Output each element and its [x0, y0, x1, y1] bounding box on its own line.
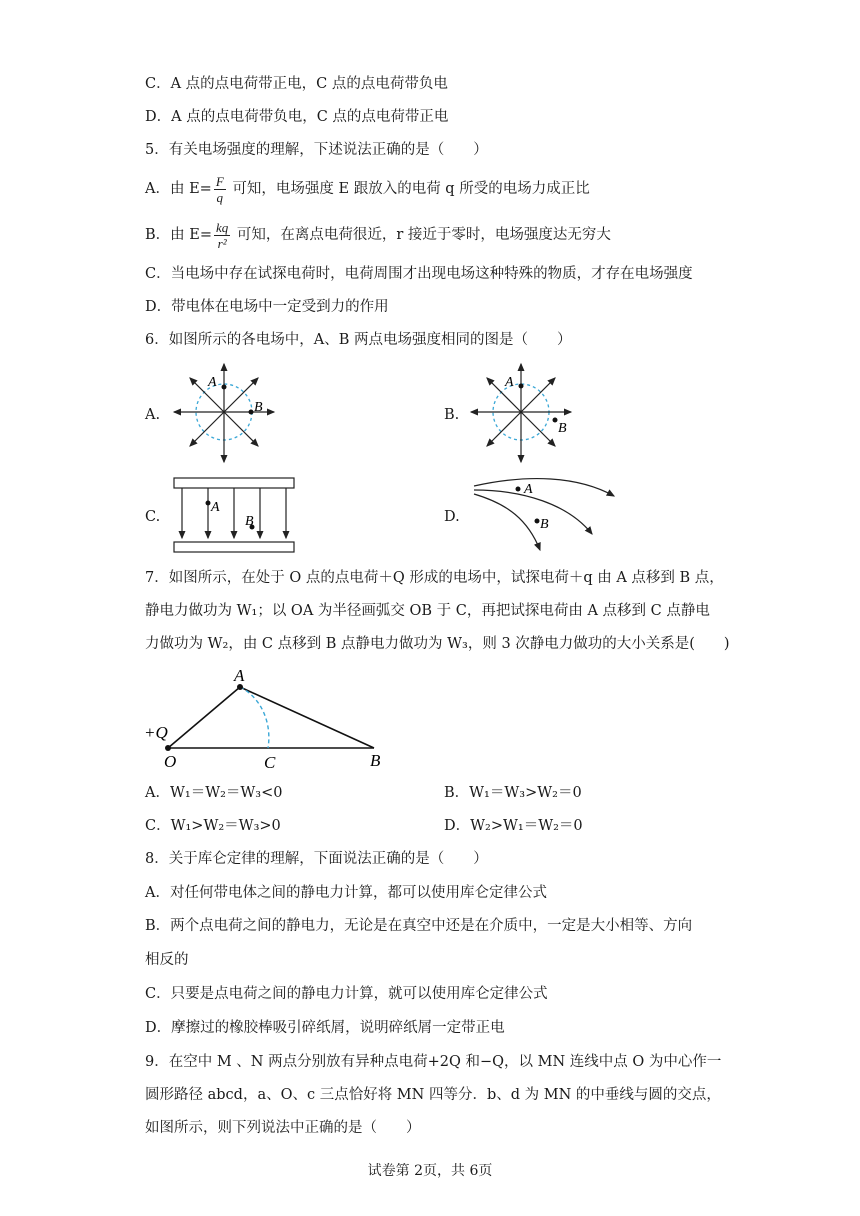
q6-figure-c: [170, 474, 300, 556]
q4-option-c: C．A 点的点电荷带正电，C 点的点电荷带负电: [145, 76, 448, 92]
q8-option-d: D．摩擦过的橡胶棒吸引碎纸屑，说明碎纸屑一定带正电: [145, 1020, 505, 1036]
q7-option-c: C．W₁>W₂＝W₃>0: [145, 818, 281, 834]
point-a-label: A: [211, 500, 220, 515]
q5-b-fraction: [214, 220, 230, 251]
q5-b-denominator: r²: [217, 235, 227, 251]
q6-figure-b: [465, 360, 577, 472]
q7-option-b: B．W₁＝W₃>W₂＝0: [444, 785, 582, 801]
dashed-arc: [240, 687, 269, 748]
q5-option-d: D．带电体在电场中一定受到力的作用: [145, 299, 389, 315]
q9-stem-line2: 圆形路径 abcd，a、O、c 三点恰好将 MN 四等分．b、d 为 MN 的中垂线与圆的交点，: [145, 1087, 721, 1103]
q5-b-numerator: kq: [216, 219, 229, 235]
q7-stem-line1: 7．如图所示，在处于 O 点的点电荷＋Q 形成的电场中，试探电荷＋q 由 A 点移到 B 点，: [145, 570, 724, 586]
q5-a-suffix: 可知，电场强度 E 跟放入的电荷 q 所受的电场力成正比: [232, 181, 590, 197]
q6-label-b: B.: [444, 407, 460, 423]
q9-stem-line1: 9．在空中 M 、N 两点分别放有异种点电荷+2Q 和−Q，以 MN 连线中点 O 为中心作一: [145, 1054, 722, 1070]
q9-stem-line3: 如图所示，则下列说法中正确的是（ ）: [145, 1120, 421, 1136]
q8-option-a: A．对任何带电体之间的静电力计算，都可以使用库仑定律公式: [145, 885, 547, 901]
q7-option-a: A．W₁＝W₂＝W₃<0: [145, 785, 283, 801]
point-b-label: B: [540, 517, 549, 532]
q6-figure-a: [168, 360, 280, 472]
q5-a-numerator: F: [215, 173, 224, 189]
q5-b-suffix: 可知，在离点电荷很近，r 接近于零时，电场强度达无穷大: [236, 227, 611, 243]
q7-figure: [140, 664, 390, 774]
q4-option-d: D．A 点的点电荷带负电，C 点的点电荷带正电: [145, 109, 449, 125]
q7-option-d: D．W₂>W₁＝W₂＝0: [444, 818, 583, 834]
point-a-label: A: [505, 375, 514, 390]
q8-stem: 8．关于库仑定律的理解，下面说法正确的是（ ）: [145, 851, 488, 867]
q5-option-a: [145, 170, 590, 208]
charge-label: +Q: [144, 723, 168, 742]
q5-option-c: C．当电场中存在试探电荷时，电荷周围才出现电场这种特殊的物质，才存在电场强度: [145, 266, 693, 282]
q8-option-b-line1: B．两个点电荷之间的静电力，无论是在真空中还是在介质中，一定是大小相等、方向: [145, 918, 693, 934]
q5-a-prefix: A．由 E=: [145, 181, 212, 197]
q6-figure-d: [468, 470, 628, 556]
page-footer: 试卷第 2页，共 6页: [367, 1163, 493, 1179]
point-b-label: B: [245, 514, 254, 529]
point-a-label: A: [208, 375, 217, 390]
q8-option-b-line2: 相反的: [145, 952, 189, 968]
point-b-label: B: [558, 421, 567, 436]
q6-stem: 6．如图所示的各电场中，A、B 两点电场强度相同的图是（ ）: [145, 332, 572, 348]
bottom-plate: [174, 542, 294, 552]
q7-stem-line3: 力做功为 W₂，由 C 点移到 B 点静电力做功为 W₃，则 3 次静电力做功的大小关系是( ): [145, 636, 730, 652]
point-a-label: A: [524, 482, 533, 497]
q5-option-b: [145, 216, 611, 254]
q6-label-d: D.: [444, 509, 460, 525]
point-b-label: B: [254, 400, 263, 415]
q5-b-prefix: B．由 E=: [145, 227, 212, 243]
top-plate: [174, 478, 294, 488]
q5-stem: 5．有关电场强度的理解，下述说法正确的是（ ）: [145, 142, 488, 158]
point-a-label: A: [234, 666, 245, 685]
q8-option-c: C．只要是点电荷之间的静电力计算，就可以使用库仑定律公式: [145, 986, 548, 1002]
point-b-label: B: [370, 751, 381, 770]
q5-a-denominator: q: [216, 189, 224, 205]
q5-a-fraction: [214, 174, 226, 205]
q6-label-c: C.: [145, 509, 161, 525]
q6-label-a: A.: [145, 407, 161, 423]
point-o-label: O: [164, 752, 177, 771]
point-c-label: C: [264, 753, 276, 772]
q7-stem-line2: 静电力做功为 W₁；以 OA 为半径画弧交 OB 于 C，再把试探电荷由 A 点移到 C 点静电: [145, 603, 710, 619]
